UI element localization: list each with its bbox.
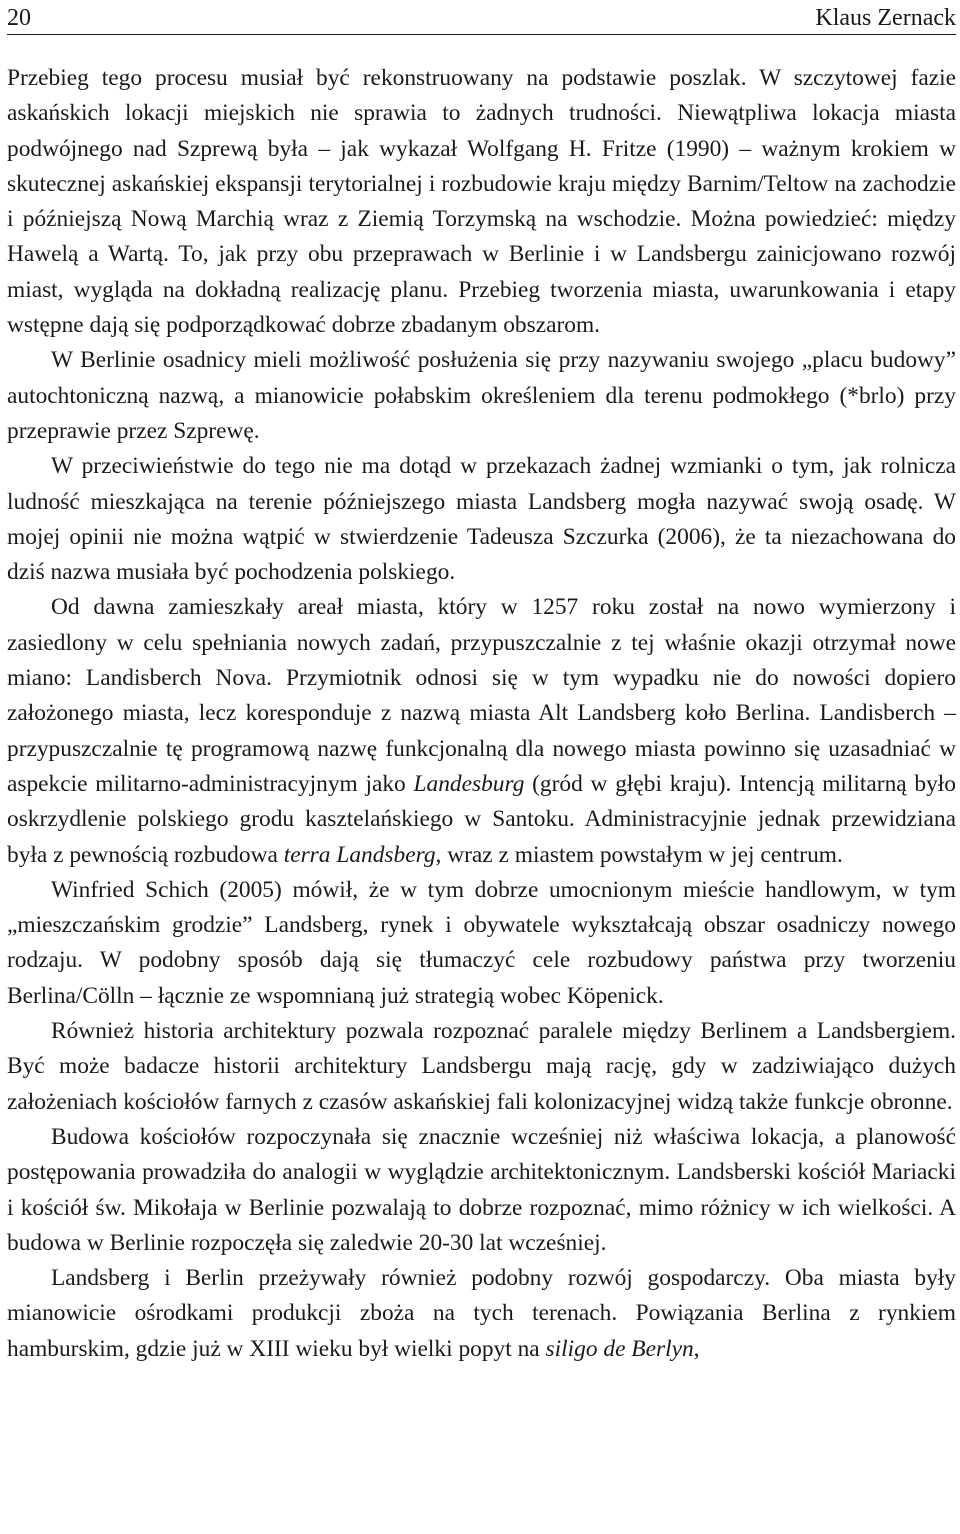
paragraph: [7, 1261, 956, 1367]
body-text: [7, 61, 956, 1367]
italic-term: Landesburg: [413, 770, 525, 797]
italic-term: siligo de Berlyn: [545, 1335, 694, 1362]
paragraph-text: Od dawna zamieszkały areał miasta, który w 1257 roku został na nowo wymierzony i zasiedlony w celu spełniania nowych zadań, przypuszczalnie z tej właśnie okazji otrzymał nowe miano: Landisberch Nova. Przymiotnik odnosi się w tym wypadku nie do nowości dopiero założonego miasta, lecz koresponduje z nazwą miasta Alt Landsberg koło Berlina. Landisberch – przypuszczalnie tę programową nazwę funkcjonalną dla nowego miasta powinno się uzasadniać w aspekcie militarno-administracyjnym jako: [7, 594, 956, 797]
paragraph: W przeciwieństwie do tego nie ma dotąd w przekazach żadnej wzmianki o tym, jak rolnicza ludność mieszkająca na terenie późniejszego miasta Landsberg mogła nazywać swoją osadę. W mojej opinii nie można wątpić w stwierdzenie Tadeusza Szczurka (2006), że ta niezachowana do dziś nazwa musiała być pochodzenia polskiego.: [7, 453, 956, 586]
header-rule: [7, 34, 956, 35]
paragraph-text: ,: [693, 1335, 700, 1362]
page-number: 20: [7, 5, 31, 31]
paragraph-text: , wraz z miastem powstałym w jej centrum.: [435, 841, 843, 868]
paragraph: [7, 590, 956, 872]
running-header: [7, 2, 956, 34]
paragraph: Przebieg tego procesu musiał być rekonstruowany na podstawie poszlak. W szczytowej fazie askańskich lokacji miejskich nie sprawia to żadnych trudności. Niewątpliwa lokacja miasta podwójnego nad Szprewą była – jak wykazał Wolfgang H. Fritze (1990) – ważnym krokiem w skutecznej askańskiej ekspansji terytorialnej i rozbudowie kraju między Barnim/Teltow na zachodzie i późniejszą Nową Marchią wraz z Ziemią Torzymską na wschodzie. Można powiedzieć: między Hawelą a Wartą. To, jak przy obu przeprawach w Berlinie i w Landsbergu zainicjowano rozwój miast, wygląda na dokładną realizację planu. Przebieg tworzenia miasta, uwarunkowania i etapy wstępne dają się podporządkować dobrze zbadanym obszarom.: [7, 65, 956, 339]
paragraph-text: (gród w głębi kraju). Intencją militarną było oskrzydlenie polskiego grodu kasztelańskiego w Santoku. Administracyjnie jednak przewidziana była z pewnością rozbudowa: [7, 770, 956, 868]
paragraph: Winfried Schich (2005) mówił, że w tym dobrze umocnionym mieście handlowym, w tym „mieszczańskim grodzie” Landsberg, rynek i obywatele wykształcają obszar osadniczy nowego rodzaju. W podobny sposób dają się tłumaczyć cele rozbudowy państwa przy tworzeniu Berlina/Cölln – łącznie ze wspomnianą już strategią wobec Köpenick.: [7, 876, 956, 1009]
paragraph: Budowa kościołów rozpoczynała się znacznie wcześniej niż właściwa lokacja, a planowość postępowania prowadziła do analogii w wyglądzie architektonicznym. Landsberski kościół Mariacki i kościół św. Mikołaja w Berlinie pozwalają to dobrze rozpoznać, mimo różnicy w ich wielkości. A budowa w Berlinie rozpoczęła się zaledwie 20-30 lat wcześniej.: [7, 1123, 956, 1256]
paragraph: W Berlinie osadnicy mieli możliwość posłużenia się przy nazywaniu swojego „placu budowy” autochtoniczną nazwą, a mianowicie połabskim określeniem dla terenu podmokłego (*brlo) przy przeprawie przez Szprewę.: [7, 347, 956, 444]
italic-term: terra Landsberg: [283, 841, 436, 868]
running-header-author: Klaus Zernack: [815, 5, 956, 31]
paragraph: Również historia architektury pozwala rozpoznać paralele między Berlinem a Landsbergiem. Być może badacze historii architektury Landsbergu mają rację, gdy w zadziwiająco dużych założeniach kościołów farnych z czasów askańskiej fali kolonizacyjnej widzą także funkcje obronne.: [7, 1018, 956, 1115]
paragraph-text: Landsberg i Berlin przeżywały również podobny rozwój gospodarczy. Oba miasta były mianowicie ośrodkami produkcji zboża na tych terenach. Powiązania Berlina z rynkiem hamburskim, gdzie już w XIII wieku był wielki popyt na: [7, 1265, 956, 1362]
